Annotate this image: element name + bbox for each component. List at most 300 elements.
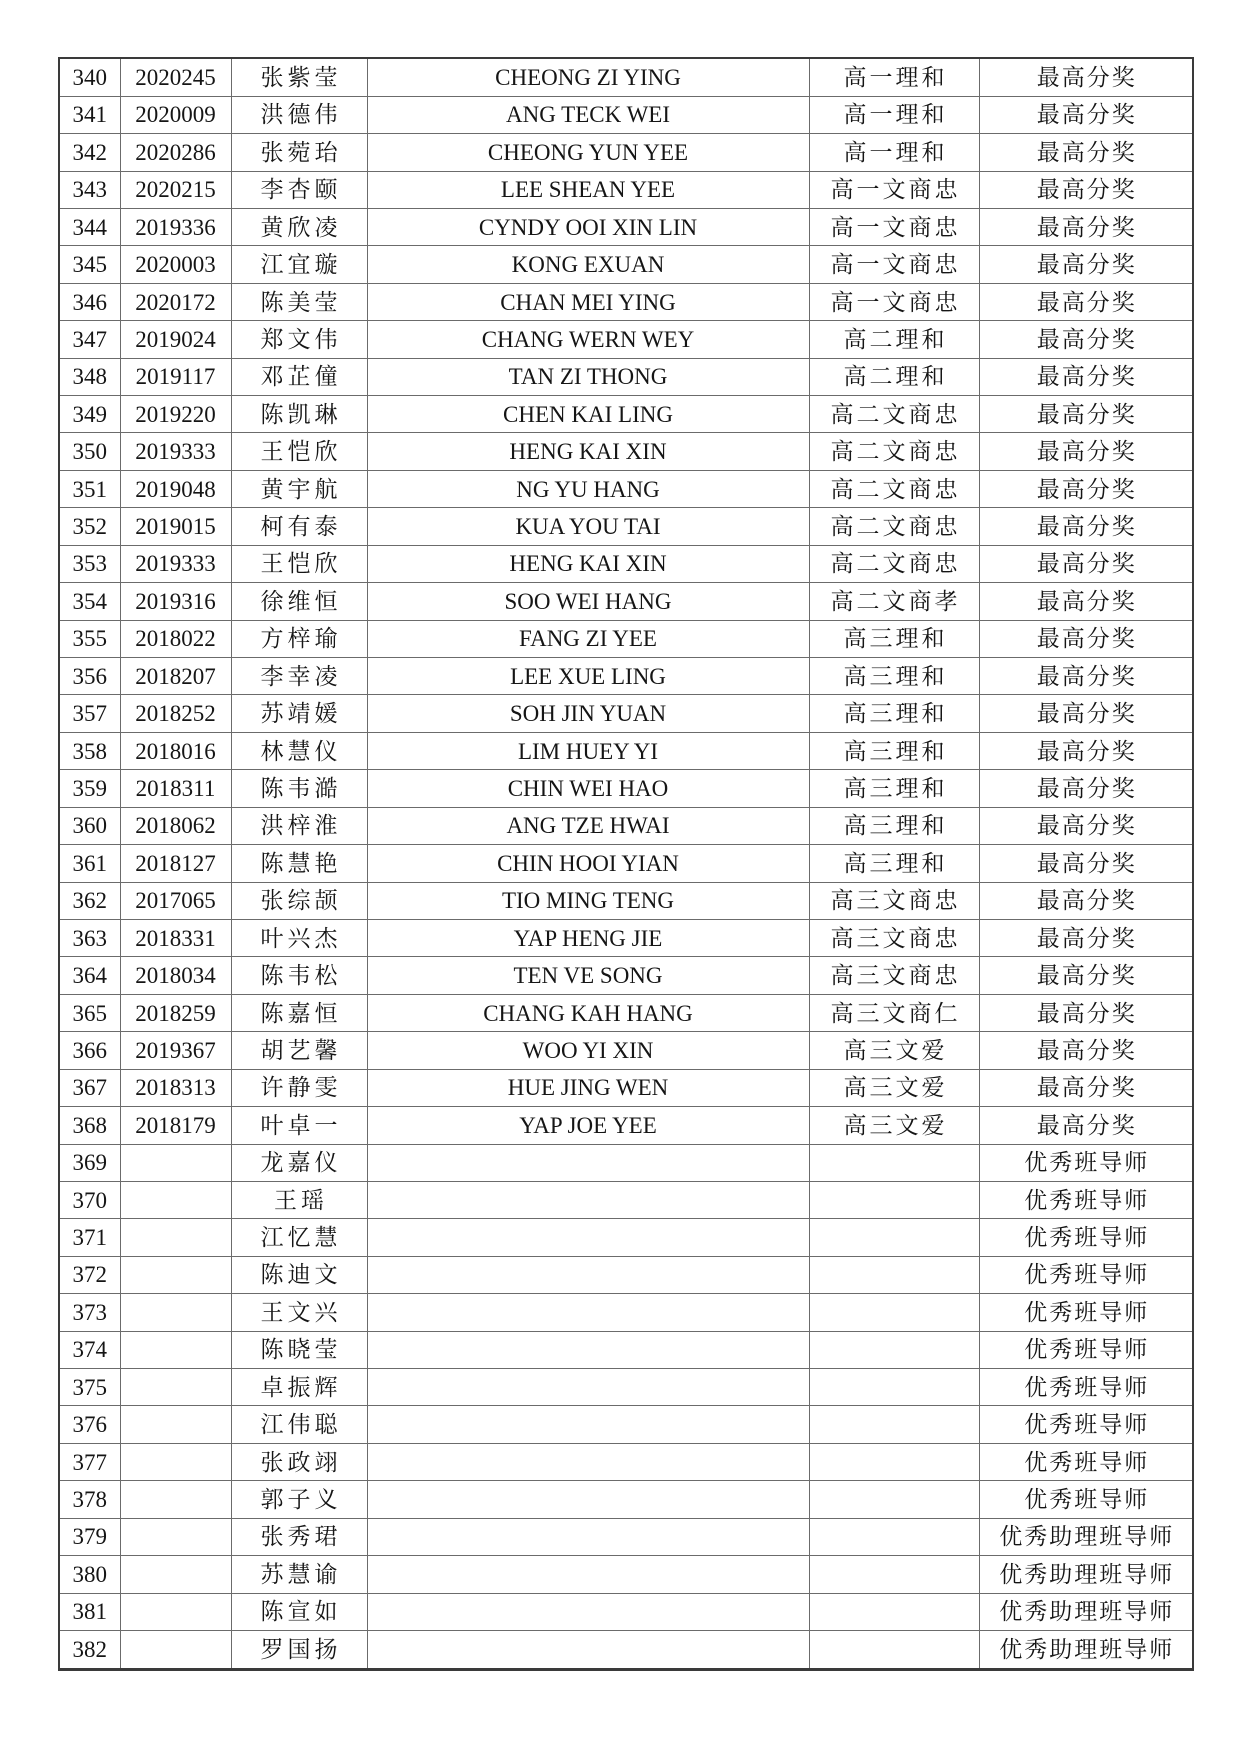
cell-student-id: 2019220 (120, 396, 231, 433)
table-row (59, 358, 1193, 395)
cell-row-number: 350 (59, 433, 120, 470)
cell-student-id (120, 1518, 231, 1555)
cell-class-name: 高三理和 (809, 845, 979, 882)
cell-award: 优秀班导师 (979, 1144, 1193, 1181)
cell-english-name: LEE SHEAN YEE (367, 171, 809, 208)
cell-award: 优秀班导师 (979, 1443, 1193, 1480)
table-row (59, 957, 1193, 994)
cell-row-number: 367 (59, 1069, 120, 1106)
table-row (59, 171, 1193, 208)
cell-award: 最高分奖 (979, 134, 1193, 171)
table-row (59, 508, 1193, 545)
cell-row-number: 356 (59, 658, 120, 695)
cell-chinese-name: 王恺欣 (231, 433, 367, 470)
cell-chinese-name: 邓芷僮 (231, 358, 367, 395)
cell-award: 最高分奖 (979, 845, 1193, 882)
cell-english-name: CHEN KAI LING (367, 396, 809, 433)
cell-student-id: 2018207 (120, 658, 231, 695)
cell-chinese-name: 陈韦松 (231, 957, 367, 994)
cell-english-name (367, 1593, 809, 1630)
cell-student-id: 2018179 (120, 1107, 231, 1144)
cell-class-name (809, 1219, 979, 1256)
cell-row-number: 381 (59, 1593, 120, 1630)
table-row (59, 1481, 1193, 1518)
cell-award: 最高分奖 (979, 283, 1193, 320)
cell-award: 优秀班导师 (979, 1256, 1193, 1293)
cell-award: 最高分奖 (979, 732, 1193, 769)
cell-award: 优秀助理班导师 (979, 1630, 1193, 1669)
cell-chinese-name: 王文兴 (231, 1294, 367, 1331)
table-row (59, 1181, 1193, 1218)
cell-student-id: 2019015 (120, 508, 231, 545)
cell-chinese-name: 柯有泰 (231, 508, 367, 545)
cell-award: 最高分奖 (979, 882, 1193, 919)
cell-class-name (809, 1556, 979, 1593)
cell-row-number: 364 (59, 957, 120, 994)
cell-award: 最高分奖 (979, 1069, 1193, 1106)
cell-english-name (367, 1406, 809, 1443)
cell-class-name: 高二文商孝 (809, 583, 979, 620)
cell-class-name: 高二理和 (809, 321, 979, 358)
cell-english-name: LIM HUEY YI (367, 732, 809, 769)
cell-english-name: CHANG WERN WEY (367, 321, 809, 358)
cell-award: 优秀助理班导师 (979, 1593, 1193, 1630)
table-row (59, 1369, 1193, 1406)
cell-award: 最高分奖 (979, 321, 1193, 358)
cell-chinese-name: 张菀珆 (231, 134, 367, 171)
cell-class-name: 高三文爱 (809, 1032, 979, 1069)
cell-row-number: 375 (59, 1369, 120, 1406)
cell-english-name (367, 1369, 809, 1406)
cell-chinese-name: 许静雯 (231, 1069, 367, 1106)
cell-english-name: KONG EXUAN (367, 246, 809, 283)
cell-row-number: 378 (59, 1481, 120, 1518)
cell-row-number: 348 (59, 358, 120, 395)
cell-english-name: KUA YOU TAI (367, 508, 809, 545)
table-row (59, 1144, 1193, 1181)
table-row (59, 770, 1193, 807)
cell-student-id: 2020245 (120, 58, 231, 96)
cell-class-name: 高二文商忠 (809, 545, 979, 582)
table-row (59, 882, 1193, 919)
cell-class-name: 高二文商忠 (809, 433, 979, 470)
cell-class-name (809, 1256, 979, 1293)
table-row (59, 545, 1193, 582)
cell-chinese-name: 卓振辉 (231, 1369, 367, 1406)
table-row (59, 583, 1193, 620)
cell-award: 优秀助理班导师 (979, 1518, 1193, 1555)
table-row (59, 1443, 1193, 1480)
cell-class-name (809, 1369, 979, 1406)
cell-chinese-name: 陈迪文 (231, 1256, 367, 1293)
cell-award: 最高分奖 (979, 470, 1193, 507)
cell-class-name (809, 1518, 979, 1555)
cell-student-id: 2018313 (120, 1069, 231, 1106)
cell-class-name: 高三文爱 (809, 1069, 979, 1106)
cell-student-id (120, 1630, 231, 1669)
cell-award: 最高分奖 (979, 770, 1193, 807)
cell-row-number: 345 (59, 246, 120, 283)
cell-student-id: 2018062 (120, 807, 231, 844)
cell-student-id (120, 1219, 231, 1256)
cell-row-number: 374 (59, 1331, 120, 1368)
cell-row-number: 373 (59, 1294, 120, 1331)
cell-row-number: 366 (59, 1032, 120, 1069)
cell-award: 最高分奖 (979, 807, 1193, 844)
cell-chinese-name: 胡艺馨 (231, 1032, 367, 1069)
cell-english-name (367, 1144, 809, 1181)
table-row (59, 1630, 1193, 1669)
cell-award: 最高分奖 (979, 545, 1193, 582)
cell-english-name: ANG TECK WEI (367, 96, 809, 133)
cell-chinese-name: 王恺欣 (231, 545, 367, 582)
cell-class-name (809, 1294, 979, 1331)
cell-student-id: 2019336 (120, 208, 231, 245)
cell-row-number: 361 (59, 845, 120, 882)
cell-class-name: 高二文商忠 (809, 470, 979, 507)
cell-english-name (367, 1630, 809, 1669)
cell-english-name: CHIN HOOI YIAN (367, 845, 809, 882)
cell-chinese-name: 张综颉 (231, 882, 367, 919)
cell-student-id: 2020172 (120, 283, 231, 320)
cell-award: 最高分奖 (979, 58, 1193, 96)
cell-chinese-name: 江忆慧 (231, 1219, 367, 1256)
cell-award: 最高分奖 (979, 208, 1193, 245)
cell-row-number: 352 (59, 508, 120, 545)
cell-chinese-name: 洪梓淮 (231, 807, 367, 844)
cell-award: 最高分奖 (979, 508, 1193, 545)
cell-english-name (367, 1443, 809, 1480)
cell-chinese-name: 罗国扬 (231, 1630, 367, 1669)
cell-student-id (120, 1181, 231, 1218)
table-row (59, 732, 1193, 769)
cell-chinese-name: 黄宇航 (231, 470, 367, 507)
cell-student-id: 2019117 (120, 358, 231, 395)
cell-student-id: 2018311 (120, 770, 231, 807)
cell-class-name: 高一文商忠 (809, 283, 979, 320)
cell-chinese-name: 龙嘉仪 (231, 1144, 367, 1181)
cell-english-name (367, 1556, 809, 1593)
cell-chinese-name: 徐维恒 (231, 583, 367, 620)
cell-chinese-name: 张政翊 (231, 1443, 367, 1480)
cell-row-number: 357 (59, 695, 120, 732)
cell-class-name: 高一理和 (809, 134, 979, 171)
cell-chinese-name: 陈慧艳 (231, 845, 367, 882)
table-row (59, 58, 1193, 96)
table-row (59, 994, 1193, 1031)
cell-class-name (809, 1630, 979, 1669)
cell-class-name: 高三理和 (809, 732, 979, 769)
cell-class-name: 高三文爱 (809, 1107, 979, 1144)
cell-english-name: WOO YI XIN (367, 1032, 809, 1069)
cell-award: 最高分奖 (979, 246, 1193, 283)
cell-class-name: 高一文商忠 (809, 246, 979, 283)
cell-student-id: 2020215 (120, 171, 231, 208)
cell-class-name: 高三文商仁 (809, 994, 979, 1031)
cell-row-number: 344 (59, 208, 120, 245)
cell-student-id (120, 1369, 231, 1406)
cell-row-number: 347 (59, 321, 120, 358)
cell-class-name: 高一理和 (809, 96, 979, 133)
cell-student-id: 2020003 (120, 246, 231, 283)
cell-english-name: HUE JING WEN (367, 1069, 809, 1106)
cell-english-name: TEN VE SONG (367, 957, 809, 994)
cell-english-name: TIO MING TENG (367, 882, 809, 919)
cell-row-number: 379 (59, 1518, 120, 1555)
cell-row-number: 371 (59, 1219, 120, 1256)
table-row (59, 1518, 1193, 1555)
cell-row-number: 370 (59, 1181, 120, 1218)
cell-chinese-name: 方梓瑜 (231, 620, 367, 657)
cell-chinese-name: 陈宣如 (231, 1593, 367, 1630)
cell-class-name: 高二文商忠 (809, 396, 979, 433)
cell-chinese-name: 黄欣凌 (231, 208, 367, 245)
cell-student-id (120, 1481, 231, 1518)
cell-english-name (367, 1481, 809, 1518)
cell-award: 最高分奖 (979, 658, 1193, 695)
cell-row-number: 376 (59, 1406, 120, 1443)
cell-row-number: 359 (59, 770, 120, 807)
table-row (59, 658, 1193, 695)
cell-chinese-name: 苏靖媛 (231, 695, 367, 732)
cell-award: 优秀班导师 (979, 1406, 1193, 1443)
cell-row-number: 355 (59, 620, 120, 657)
cell-english-name: CYNDY OOI XIN LIN (367, 208, 809, 245)
cell-student-id: 2020009 (120, 96, 231, 133)
cell-student-id: 2019367 (120, 1032, 231, 1069)
table-row (59, 1107, 1193, 1144)
cell-award: 最高分奖 (979, 358, 1193, 395)
cell-english-name: CHAN MEI YING (367, 283, 809, 320)
cell-student-id: 2019333 (120, 433, 231, 470)
cell-row-number: 362 (59, 882, 120, 919)
cell-row-number: 372 (59, 1256, 120, 1293)
cell-row-number: 382 (59, 1630, 120, 1669)
cell-award: 最高分奖 (979, 433, 1193, 470)
cell-class-name: 高二理和 (809, 358, 979, 395)
cell-award: 优秀班导师 (979, 1181, 1193, 1218)
cell-student-id (120, 1331, 231, 1368)
cell-student-id: 2019024 (120, 321, 231, 358)
cell-award: 优秀班导师 (979, 1331, 1193, 1368)
cell-award: 最高分奖 (979, 994, 1193, 1031)
cell-english-name: YAP JOE YEE (367, 1107, 809, 1144)
cell-student-id: 2017065 (120, 882, 231, 919)
cell-chinese-name: 陈美莹 (231, 283, 367, 320)
cell-chinese-name: 林慧仪 (231, 732, 367, 769)
cell-row-number: 342 (59, 134, 120, 171)
cell-class-name: 高三文商忠 (809, 957, 979, 994)
cell-student-id: 2019316 (120, 583, 231, 620)
cell-class-name: 高一理和 (809, 58, 979, 96)
cell-class-name (809, 1406, 979, 1443)
table-row (59, 96, 1193, 133)
cell-chinese-name: 李杏颐 (231, 171, 367, 208)
cell-class-name (809, 1443, 979, 1480)
cell-award: 优秀班导师 (979, 1369, 1193, 1406)
table-row (59, 1556, 1193, 1593)
cell-chinese-name: 陈凯琳 (231, 396, 367, 433)
table-row (59, 283, 1193, 320)
cell-row-number: 351 (59, 470, 120, 507)
cell-english-name: CHEONG ZI YING (367, 58, 809, 96)
cell-student-id (120, 1443, 231, 1480)
cell-class-name: 高一文商忠 (809, 208, 979, 245)
table-row (59, 919, 1193, 956)
cell-student-id (120, 1144, 231, 1181)
cell-row-number: 368 (59, 1107, 120, 1144)
cell-row-number: 349 (59, 396, 120, 433)
cell-student-id: 2018016 (120, 732, 231, 769)
cell-chinese-name: 苏慧谕 (231, 1556, 367, 1593)
cell-row-number: 377 (59, 1443, 120, 1480)
cell-award: 最高分奖 (979, 583, 1193, 620)
table-row (59, 807, 1193, 844)
cell-chinese-name: 叶兴杰 (231, 919, 367, 956)
table-row (59, 1331, 1193, 1368)
cell-award: 优秀班导师 (979, 1294, 1193, 1331)
cell-chinese-name: 张秀珺 (231, 1518, 367, 1555)
table-row (59, 695, 1193, 732)
cell-english-name: NG YU HANG (367, 470, 809, 507)
cell-class-name (809, 1331, 979, 1368)
cell-row-number: 341 (59, 96, 120, 133)
cell-english-name: SOO WEI HANG (367, 583, 809, 620)
cell-english-name (367, 1518, 809, 1555)
cell-student-id: 2018331 (120, 919, 231, 956)
cell-chinese-name: 张紫莹 (231, 58, 367, 96)
cell-award: 最高分奖 (979, 1032, 1193, 1069)
award-table-body (59, 58, 1193, 1670)
cell-student-id (120, 1256, 231, 1293)
cell-award: 最高分奖 (979, 620, 1193, 657)
cell-english-name: YAP HENG JIE (367, 919, 809, 956)
cell-award: 优秀班导师 (979, 1481, 1193, 1518)
cell-class-name: 高三理和 (809, 807, 979, 844)
cell-row-number: 365 (59, 994, 120, 1031)
cell-chinese-name: 江宜璇 (231, 246, 367, 283)
cell-class-name: 高二文商忠 (809, 508, 979, 545)
cell-class-name: 高三理和 (809, 695, 979, 732)
table-row (59, 1593, 1193, 1630)
cell-english-name: SOH JIN YUAN (367, 695, 809, 732)
cell-english-name: HENG KAI XIN (367, 545, 809, 582)
cell-class-name: 高三理和 (809, 620, 979, 657)
table-row (59, 845, 1193, 882)
cell-class-name: 高三理和 (809, 770, 979, 807)
cell-award: 最高分奖 (979, 695, 1193, 732)
cell-english-name (367, 1256, 809, 1293)
cell-class-name (809, 1593, 979, 1630)
cell-award: 优秀助理班导师 (979, 1556, 1193, 1593)
table-row (59, 1256, 1193, 1293)
table-row (59, 1219, 1193, 1256)
cell-row-number: 380 (59, 1556, 120, 1593)
cell-chinese-name: 洪德伟 (231, 96, 367, 133)
table-row (59, 246, 1193, 283)
cell-chinese-name: 陈韦澔 (231, 770, 367, 807)
cell-row-number: 358 (59, 732, 120, 769)
cell-english-name: CHANG KAH HANG (367, 994, 809, 1031)
cell-class-name: 高三文商忠 (809, 919, 979, 956)
cell-student-id: 2018252 (120, 695, 231, 732)
cell-chinese-name: 叶卓一 (231, 1107, 367, 1144)
cell-award: 最高分奖 (979, 957, 1193, 994)
table-row (59, 1069, 1193, 1106)
cell-award: 最高分奖 (979, 396, 1193, 433)
table-row (59, 1032, 1193, 1069)
cell-chinese-name: 郭子义 (231, 1481, 367, 1518)
cell-student-id: 2019048 (120, 470, 231, 507)
cell-row-number: 353 (59, 545, 120, 582)
cell-award: 最高分奖 (979, 171, 1193, 208)
cell-student-id (120, 1556, 231, 1593)
cell-english-name (367, 1294, 809, 1331)
cell-award: 最高分奖 (979, 1107, 1193, 1144)
cell-english-name: CHEONG YUN YEE (367, 134, 809, 171)
cell-student-id: 2018259 (120, 994, 231, 1031)
cell-student-id (120, 1294, 231, 1331)
table-row (59, 321, 1193, 358)
cell-class-name: 高三文商忠 (809, 882, 979, 919)
cell-row-number: 363 (59, 919, 120, 956)
cell-chinese-name: 王瑶 (231, 1181, 367, 1218)
cell-english-name: TAN ZI THONG (367, 358, 809, 395)
cell-chinese-name: 郑文伟 (231, 321, 367, 358)
cell-chinese-name: 江伟聪 (231, 1406, 367, 1443)
cell-student-id: 2018127 (120, 845, 231, 882)
cell-award: 优秀班导师 (979, 1219, 1193, 1256)
cell-chinese-name: 李幸凌 (231, 658, 367, 695)
cell-student-id: 2018022 (120, 620, 231, 657)
cell-english-name (367, 1219, 809, 1256)
cell-student-id: 2019333 (120, 545, 231, 582)
award-list-table (58, 57, 1194, 1671)
cell-row-number: 369 (59, 1144, 120, 1181)
cell-award: 最高分奖 (979, 96, 1193, 133)
cell-class-name (809, 1481, 979, 1518)
cell-english-name: LEE XUE LING (367, 658, 809, 695)
cell-english-name: FANG ZI YEE (367, 620, 809, 657)
cell-student-id (120, 1406, 231, 1443)
cell-student-id: 2020286 (120, 134, 231, 171)
cell-english-name: HENG KAI XIN (367, 433, 809, 470)
cell-english-name (367, 1181, 809, 1218)
cell-chinese-name: 陈晓莹 (231, 1331, 367, 1368)
cell-class-name: 高一文商忠 (809, 171, 979, 208)
cell-student-id: 2018034 (120, 957, 231, 994)
cell-english-name: CHIN WEI HAO (367, 770, 809, 807)
table-row (59, 134, 1193, 171)
cell-class-name: 高三理和 (809, 658, 979, 695)
table-row (59, 1406, 1193, 1443)
cell-row-number: 343 (59, 171, 120, 208)
cell-row-number: 346 (59, 283, 120, 320)
cell-student-id (120, 1593, 231, 1630)
cell-english-name: ANG TZE HWAI (367, 807, 809, 844)
cell-row-number: 354 (59, 583, 120, 620)
cell-class-name (809, 1144, 979, 1181)
cell-award: 最高分奖 (979, 919, 1193, 956)
cell-english-name (367, 1331, 809, 1368)
table-row (59, 433, 1193, 470)
table-row (59, 396, 1193, 433)
table-row (59, 208, 1193, 245)
table-row (59, 620, 1193, 657)
cell-chinese-name: 陈嘉恒 (231, 994, 367, 1031)
table-row (59, 470, 1193, 507)
cell-row-number: 340 (59, 58, 120, 96)
